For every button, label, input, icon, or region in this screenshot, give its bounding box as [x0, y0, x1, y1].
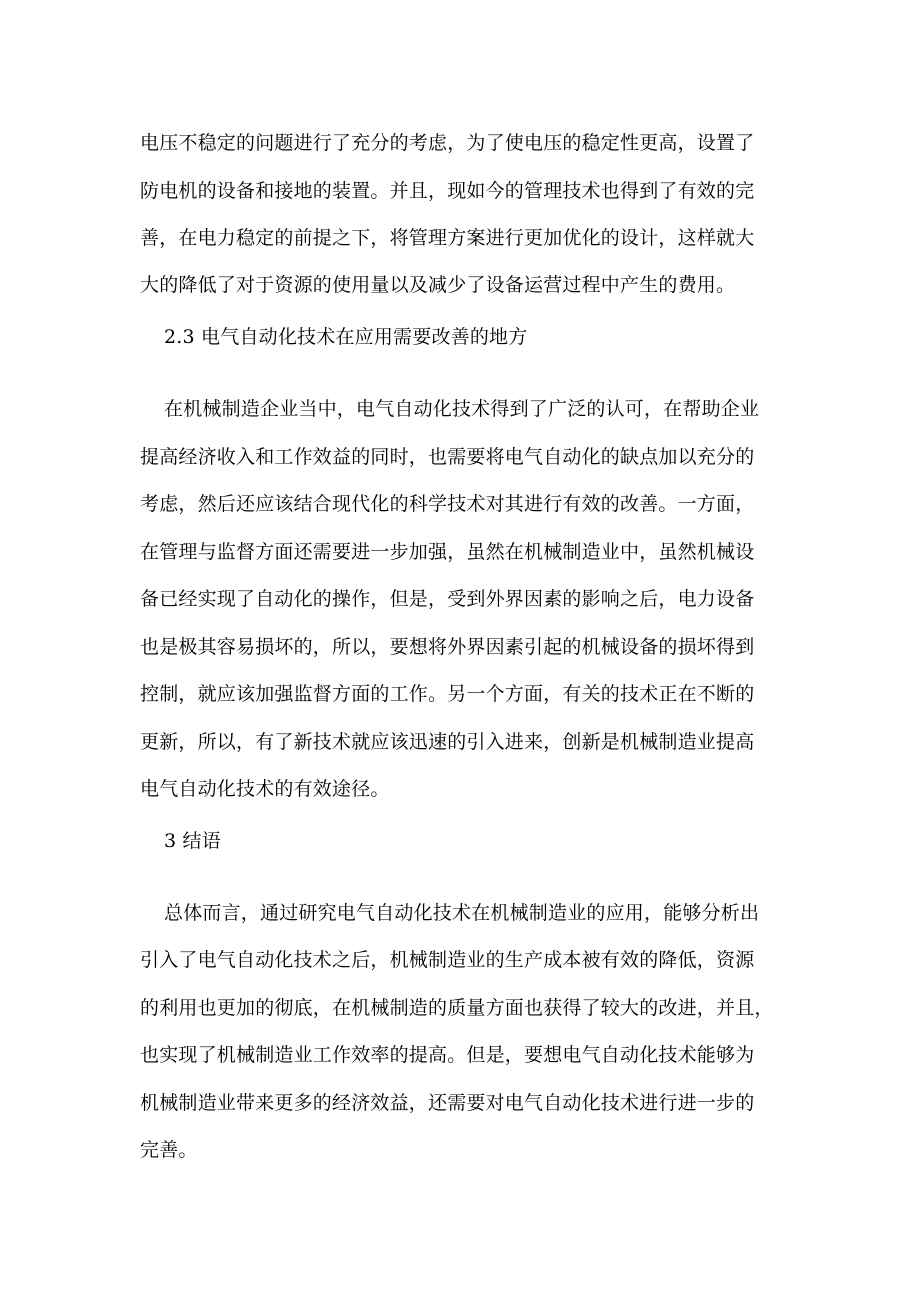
paragraph-line: 总体而言，通过研究电气自动化技术在机械制造业的应用，能够分析出 [164, 902, 760, 924]
paragraph-line: 在机械制造企业当中，电气自动化技术得到了广泛的认可，在帮助企业 [164, 398, 760, 420]
paragraph-line: 在管理与监督方面还需要进一步加强，虽然在机械制造业中，虽然机械设 [140, 541, 755, 563]
paragraph-line: 更新，所以，有了新技术就应该迅速的引入进来，创新是机械制造业提高 [140, 731, 755, 753]
paragraph-line: 也是极其容易损坏的，所以，要想将外界因素引起的机械设备的损坏得到 [140, 636, 755, 658]
section-heading: 2.3 电气自动化技术在应用需要改善的地方 [164, 326, 528, 348]
paragraph-line: 备已经实现了自动化的操作，但是，受到外界因素的影响之后，电力设备 [140, 588, 755, 610]
paragraph-line: 的利用也更加的彻底，在机械制造的质量方面也获得了较大的改进，并且， [140, 997, 774, 1019]
paragraph-line: 也实现了机械制造业工作效率的提高。但是，要想电气自动化技术能够为 [140, 1044, 755, 1066]
paragraph-line: 考虑，然后还应该结合现代化的科学技术对其进行有效的改善。一方面， [140, 493, 755, 515]
paragraph-line: 电气自动化技术的有效途径。 [140, 778, 390, 800]
paragraph-line: 控制，就应该加强监督方面的工作。另一个方面，有关的技术正在不断的 [140, 683, 755, 705]
paragraph-line: 大的降低了对于资源的使用量以及减少了设备运营过程中产生的费用。 [140, 274, 736, 296]
paragraph-line: 提高经济收入和工作效益的同时，也需要将电气自动化的缺点加以充分的 [140, 446, 755, 468]
paragraph-line: 善，在电力稳定的前提之下，将管理方案进行更加优化的设计，这样就大 [140, 227, 755, 249]
paragraph-line: 电压不稳定的问题进行了充分的考虑，为了使电压的稳定性更高，设置了 [140, 132, 755, 154]
section-heading: 3 结语 [164, 830, 221, 852]
paragraph-line: 引入了电气自动化技术之后，机械制造业的生产成本被有效的降低，资源 [140, 949, 755, 971]
paragraph-line: 防电机的设备和接地的装置。并且，现如今的管理技术也得到了有效的完 [140, 180, 755, 202]
paragraph-line: 机械制造业带来更多的经济效益，还需要对电气自动化技术进行进一步的 [140, 1092, 755, 1114]
paragraph-line: 完善。 [140, 1139, 198, 1161]
